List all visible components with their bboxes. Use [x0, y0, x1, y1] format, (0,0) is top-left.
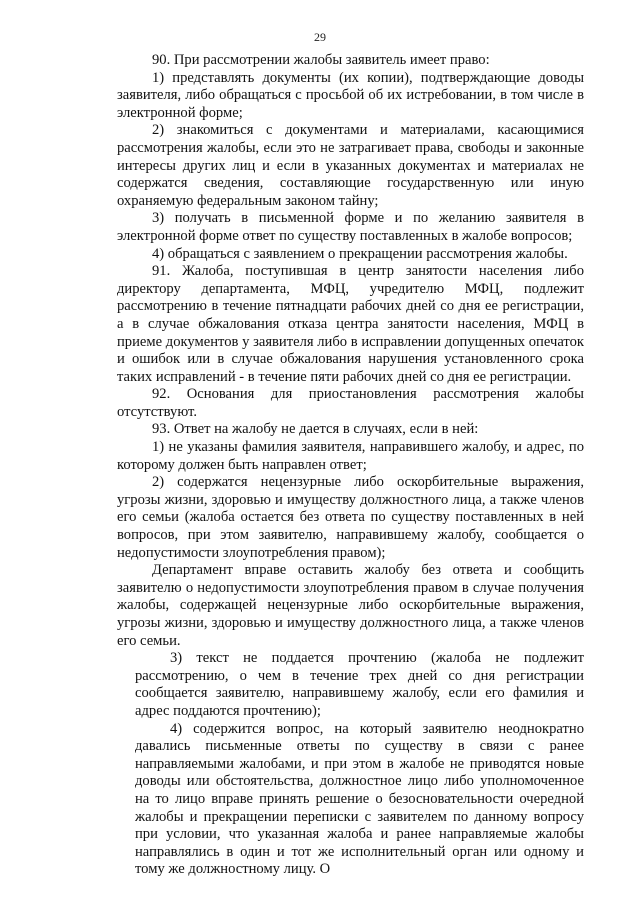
paragraph-90: 90. При рассмотрении жалобы заявитель имеет право: — [152, 52, 490, 68]
paragraph-93-item-4: 4) содержится вопрос, на который заявителю неоднократно давались письменные ответы по существу в связи с ранее направляемыми жалобами, и при этом в жалобе не приводятся новые доводы или обстоятельства, должностное лицо либо уполномоченное на то лицо вправе принять решение о безосновательности очередной жалобы и прекращении переписки с заявителем по данному вопросу при условии, что указанная жалоба и ранее направляемые жалобы направлялись в один и тот же исполнительный орган или одному и тому же должностному лицу. О — [135, 720, 584, 878]
paragraph-90-item-2: 2) знакомиться с документами и материалами, касающимися рассмотрения жалобы, если это не затрагивает права, свободы и законные интересы других лиц и если в указанных документах и материалах не содержатся сведения, составляющие государственную или иную охраняемую федеральным законом тайну; — [117, 122, 584, 209]
paragraph-93-item-2: 2) содержатся нецензурные либо оскорбительные выражения, угрозы жизни, здоровью и имуществу должностного лица, а также членов его семьи (жалоба остается без ответа по существу поставленных в ней вопросов, при этом заявителю, направившему жалобу, сообщается о недопустимости злоупотребления правом); — [117, 474, 584, 561]
page-number: 29 — [314, 30, 326, 44]
paragraph-93-department-note: Департамент вправе оставить жалобу без ответа и сообщить заявителю о недопустимости злоупотребления правом в случае получения жалобы, содержащей нецензурные либо оскорбительные выражения, угрозы жизни, здоровью и имуществу должностного лица, а также членов его семьи. — [117, 562, 584, 649]
paragraph-90-item-1: 1) представлять документы (их копии), подтверждающие доводы заявителя, либо обращаться с просьбой об их истребовании, в том числе в электронной форме; — [117, 69, 584, 121]
document-body — [117, 52, 584, 879]
paragraph-90-item-4: 4) обращаться с заявлением о прекращении рассмотрения жалобы. — [152, 245, 568, 262]
paragraph-90-item-3: 3) получать в письменной форме и по желанию заявителя в электронной форме ответ по существу поставленных в жалобе вопросов; — [117, 210, 584, 244]
paragraph-91: 91. Жалоба, поступившая в центр занятости населения либо директору департамента, МФЦ, учредителю МФЦ, подлежит рассмотрению в течение пятнадцати рабочих дней со дня ее регистрации, а в случае обжалования отказа центра занятости населения, МФЦ в приеме документов у заявителя либо в исправлении допущенных опечаток и ошибок или в случае обжалования нарушения установленного срока таких исправлений - в течение пяти рабочих дней со дня ее регистрации. — [117, 263, 584, 385]
paragraph-93: 93. Ответ на жалобу не дается в случаях, если в ней: — [152, 421, 479, 438]
paragraph-92: 92. Основания для приостановления рассмотрения жалобы отсутствуют. — [117, 386, 584, 420]
paragraph-93-item-1: 1) не указаны фамилия заявителя, направившего жалобу, и адрес, по которому должен быть направлен ответ; — [117, 439, 584, 473]
paragraph-93-item-3: 3) текст не поддается прочтению (жалоба не подлежит рассмотрению, о чем в течение трех дней со дня регистрации сообщается заявителю, направившему жалобу, если его фамилия и адрес поддаются прочтению); — [135, 650, 584, 719]
